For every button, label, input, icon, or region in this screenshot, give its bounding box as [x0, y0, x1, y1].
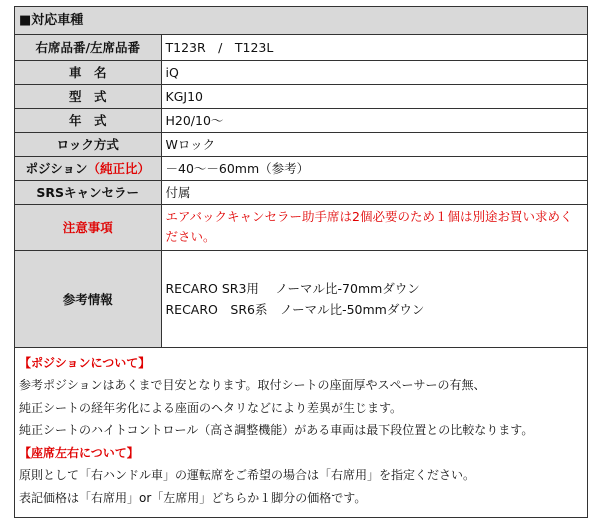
row-label-car-name: 車 名 — [15, 60, 161, 84]
row-value-position: －40～－60mm（参考） — [161, 156, 587, 180]
reference-line-2: RECARO SR6系 ノーマル比-50mmダウン — [165, 301, 425, 317]
reference-line-1: RECARO SR3用 ノーマル比-70mmダウン — [165, 280, 420, 296]
table-row — [15, 132, 587, 156]
row-label-model-code: 型 式 — [15, 84, 161, 108]
row-value-model-year: H20/10～ — [161, 108, 587, 132]
position-note-line: 純正シートのハイトコントロール（高さ調整機能）がある車両は最下段位置との比較なります。 — [19, 423, 534, 437]
row-label-part-number: 右席品番/左席品番 — [15, 35, 161, 60]
table-row — [15, 250, 587, 347]
row-label-lock-type: ロック方式 — [15, 132, 161, 156]
row-value-lock-type: Wロック — [161, 132, 587, 156]
notes-section — [15, 348, 587, 510]
compatibility-sheet — [14, 6, 588, 518]
table-row — [15, 108, 587, 132]
table-row — [15, 204, 587, 250]
row-value-srs-canceller: 付属 — [161, 180, 587, 204]
table-row — [15, 60, 587, 84]
row-label-model-year: 年 式 — [15, 108, 161, 132]
position-label-red: （純正比） — [87, 161, 150, 176]
table-row — [15, 35, 587, 60]
position-note-line: 純正シートの経年劣化による座面のヘタリなどにより差異が生じます。 — [19, 400, 403, 415]
row-value-caution — [161, 204, 587, 250]
seat-notes-heading: 【座席左右について】 — [19, 445, 139, 460]
position-notes-heading: 【ポジションについて】 — [19, 355, 151, 370]
position-label-main: ポジション — [25, 161, 88, 176]
section-header: ■対応車種 — [15, 7, 587, 35]
row-label-caution: 注意事項 — [15, 204, 161, 250]
row-value-part-number: T123R / T123L — [161, 35, 587, 60]
row-value-reference — [161, 250, 587, 347]
row-value-model-code: KGJ10 — [161, 84, 587, 108]
row-value-car-name: iQ — [161, 60, 587, 84]
table-row — [15, 84, 587, 108]
seat-note-line: 表記価格は「右席用」or「左席用」どちらか１脚分の価格です。 — [19, 490, 367, 505]
position-note-line: 参考ポジションはあくまで目安となります。取付シートの座面厚やスペーサーの有無、 — [19, 378, 486, 392]
spec-table — [15, 35, 587, 348]
table-row — [15, 156, 587, 180]
caution-line-2: ださい。 — [165, 229, 216, 244]
seat-note-line: 原則として「右ハンドル車」の運転席をご希望の場合は「右席用」を指定ください。 — [19, 468, 476, 482]
row-label-reference: 参考情報 — [15, 250, 161, 347]
caution-line-1: エアバックキャンセラー助手席は2個必要のため１個は別途お買い求めく — [165, 209, 573, 224]
row-label-position — [15, 156, 161, 180]
table-row — [15, 180, 587, 204]
row-label-srs-canceller: SRSキャンセラー — [15, 180, 161, 204]
